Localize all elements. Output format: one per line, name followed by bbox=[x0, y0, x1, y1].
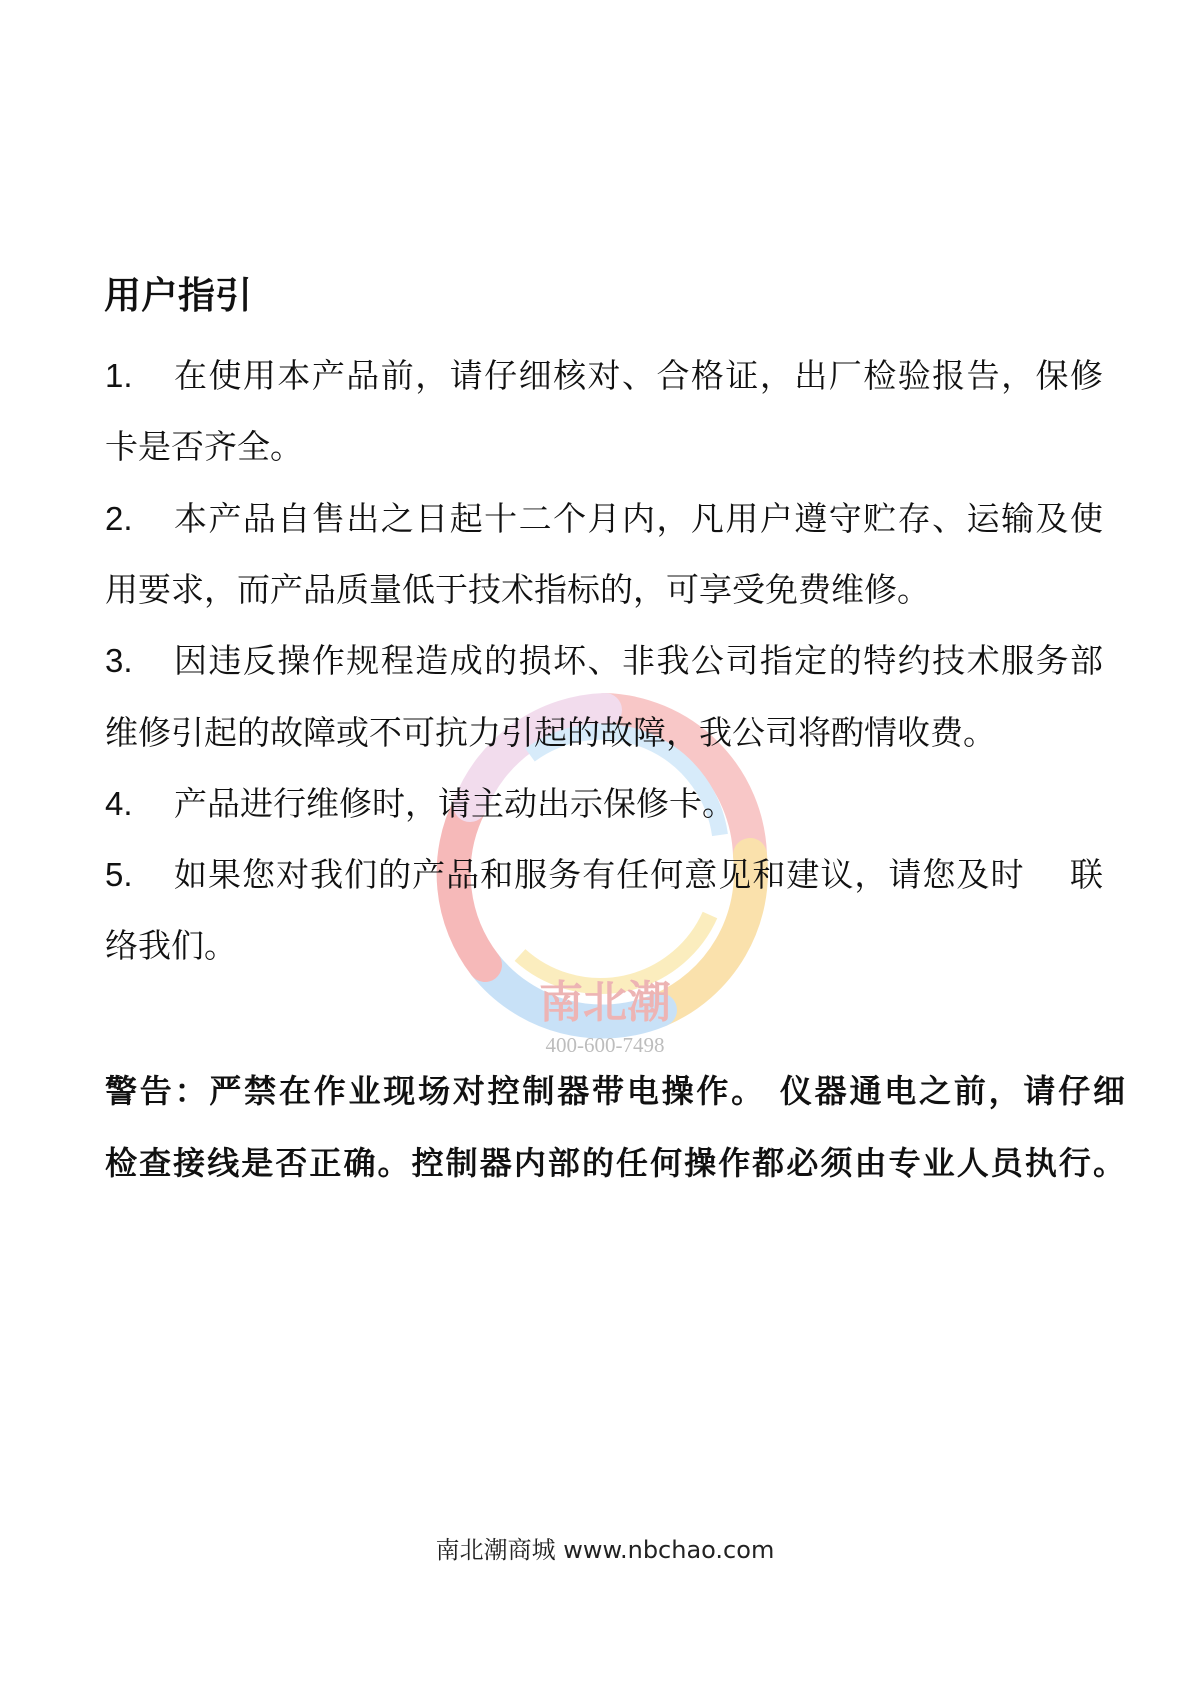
list-item-text: 络我们。 bbox=[105, 926, 237, 966]
list-item-text: 因违反操作规程造成的损坏、非我公司指定的特约技术服务部 bbox=[174, 641, 1103, 681]
list-item-number: 1. bbox=[105, 357, 133, 394]
list-item-number: 4. bbox=[105, 784, 133, 822]
list-item-text: 产品进行维修时，请主动出示保修卡。 bbox=[174, 783, 735, 823]
page-title: 用户指引 bbox=[104, 274, 252, 317]
list-item-line bbox=[105, 924, 1103, 968]
list-item-number: 3. bbox=[105, 642, 133, 680]
list-item-text: 如果您对我们的产品和服务有任何意见和建议，请您及时 联 bbox=[174, 855, 1103, 895]
warning-line-2: 检查接线是否正确。控制器内部的任何操作都必须由专业人员执行。 bbox=[105, 1144, 1125, 1182]
list-item-text: 在使用本产品前，请仔细核对、合格证，出厂检验报告，保修 bbox=[174, 356, 1103, 395]
list-item-text: 本产品自售出之日起十二个月内，凡用户遵守贮存、运输及使 bbox=[174, 498, 1103, 538]
list-item-line bbox=[105, 782, 1103, 826]
list-item-text: 卡是否齐全。 bbox=[105, 427, 303, 467]
watermark-phone: 400-600-7498 bbox=[545, 1033, 665, 1057]
list-item-line bbox=[105, 711, 1103, 755]
list-item-line bbox=[105, 497, 1103, 541]
warning-line-1: 警告：严禁在作业现场对控制器带电操作。 仪器通电之前，请仔细 bbox=[105, 1072, 1125, 1110]
list-item-text: 用要求，而产品质量低于技术指标的，可享受免费维修。 bbox=[105, 569, 930, 609]
list-item-line bbox=[105, 568, 1103, 612]
list-item-line bbox=[105, 853, 1103, 897]
list-item-line bbox=[105, 639, 1103, 683]
list-item-line bbox=[105, 354, 1103, 398]
list-item-number: 5. bbox=[105, 856, 133, 894]
watermark-brand: 南北潮 bbox=[539, 977, 671, 1028]
list-item-line bbox=[105, 425, 1103, 469]
footer-text: 南北潮商城 www.nbchao.com bbox=[435, 1536, 775, 1564]
list-item-number: 2. bbox=[105, 499, 133, 537]
list-item-text: 维修引起的故障或不可抗力引起的故障，我公司将酌情收费。 bbox=[105, 712, 996, 752]
